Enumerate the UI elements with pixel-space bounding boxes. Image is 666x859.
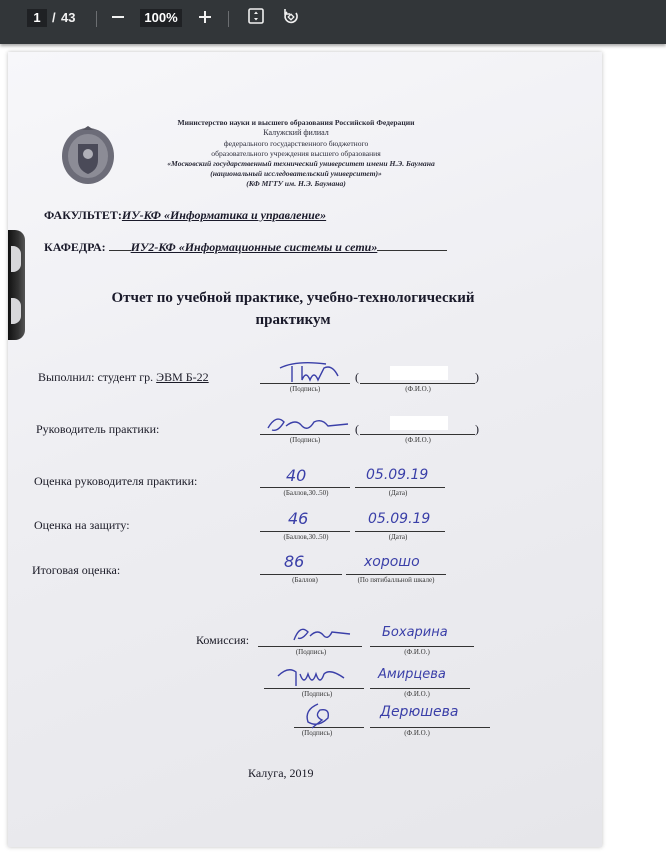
signature-caption: (Подпись)	[295, 648, 327, 656]
fit-to-page-icon	[247, 7, 265, 25]
signature-caption: (Подпись)	[301, 729, 333, 737]
department-row	[44, 240, 447, 255]
signature-caption: (Подпись)	[289, 436, 321, 444]
signature-caption: (Подпись)	[301, 690, 333, 698]
points-caption: (Баллов,30..50)	[283, 489, 329, 497]
signature-caption: (Подпись)	[289, 385, 321, 393]
pdf-page[interactable]	[8, 52, 602, 847]
fio-caption: (Ф.И.О.)	[404, 690, 430, 698]
branch-line: Калужский филиал	[263, 128, 329, 137]
toolbar-divider	[96, 11, 97, 27]
fio-line	[360, 383, 475, 384]
commission-signature-3	[298, 700, 338, 730]
department-value: ИУ2-КФ «Информационные системы и сети»	[130, 240, 378, 254]
paren-open: (	[355, 422, 359, 436]
page-total: 43	[61, 10, 76, 25]
city-year: Калуга, 2019	[248, 766, 314, 780]
grade-line	[260, 487, 350, 488]
performed-text: Выполнил: студент гр.	[38, 370, 154, 384]
supervisor-label: Руководитель практики:	[36, 422, 160, 436]
performed-label	[38, 370, 209, 385]
department-label: КАФЕДРА:	[44, 240, 106, 254]
minus-icon	[111, 10, 125, 24]
plus-icon	[198, 10, 212, 24]
student-signature	[276, 358, 346, 386]
commission-member-3: Дерюшева	[380, 704, 459, 720]
institution-line: федерального государственного бюджетного	[223, 139, 369, 148]
defense-grade-label: Оценка на защиту:	[34, 518, 130, 532]
zoom-level-input[interactable]: 100%	[140, 9, 182, 27]
fio-line	[370, 727, 490, 728]
fit-to-page-button[interactable]	[245, 7, 267, 29]
final-grade-points: 86	[284, 552, 305, 571]
five-scale-caption: (По пятибалльной шкале)	[357, 576, 435, 584]
page-separator: /	[52, 10, 56, 25]
faculty-row	[44, 208, 326, 223]
fio-caption: (Ф.И.О.)	[404, 729, 430, 737]
grade-line	[260, 531, 350, 532]
date-caption: (Дата)	[388, 489, 408, 497]
report-title: Отчет по учебной практике, учебно-технологический	[111, 290, 475, 306]
final-grade-label: Итоговая оценка:	[32, 563, 121, 577]
paren-open: (	[355, 370, 359, 384]
toolbar-divider	[228, 11, 229, 27]
fio-line	[370, 646, 474, 647]
fio-caption: (Ф.И.О.)	[404, 648, 430, 656]
signature-line	[258, 646, 362, 647]
rotate-icon	[282, 7, 300, 25]
institution-line: образовательного учреждения высшего образования	[211, 149, 381, 158]
date-caption: (Дата)	[388, 533, 408, 541]
faculty-label: ФАКУЛЬТЕТ:	[44, 208, 122, 222]
commission-signature-2	[274, 664, 350, 690]
report-title: практикум	[255, 312, 331, 328]
date-line	[355, 487, 445, 488]
redacted-name	[390, 366, 448, 380]
defense-grade-value: 46	[288, 509, 309, 528]
fio-caption: (Ф.И.О.)	[405, 436, 431, 444]
ministry-line: Министерство науки и высшего образования Российской Федерации	[177, 118, 415, 127]
page-number-input[interactable]: 1	[27, 9, 47, 27]
defense-grade-date: 05.09.19	[368, 511, 431, 527]
final-points-caption: (Баллов)	[292, 576, 318, 584]
supervisor-grade-date: 05.09.19	[366, 467, 429, 483]
university-crest-icon	[60, 124, 116, 186]
rotate-button[interactable]	[280, 7, 302, 29]
redacted-name	[390, 416, 448, 430]
commission-member-1: Бохарина	[382, 625, 448, 640]
commission-member-2: Амирцева	[378, 667, 446, 682]
binder-hole	[11, 246, 21, 272]
pdf-toolbar	[0, 0, 666, 44]
supervisor-grade-label: Оценка руководителя практики:	[34, 474, 198, 488]
grade-line	[260, 574, 342, 575]
fio-line	[360, 434, 475, 435]
scale-line	[346, 574, 446, 575]
commission-label: Комиссия:	[196, 633, 250, 647]
binder-clip	[8, 230, 25, 340]
institution-line: (национальный исследовательский университет)»	[210, 169, 382, 178]
group-value: ЭВМ Б-22	[156, 370, 209, 384]
date-line	[355, 531, 445, 532]
final-grade-word: хорошо	[364, 554, 420, 570]
paren-close: )	[475, 422, 479, 436]
faculty-value: ИУ-КФ «Информатика и управление»	[121, 208, 327, 222]
commission-signature-1	[290, 622, 356, 646]
institution-line: (КФ МГТУ им. Н.Э. Баумана)	[246, 179, 346, 188]
zoom-out-button[interactable]	[107, 7, 129, 29]
points-caption: (Баллов,30..50)	[283, 533, 329, 541]
zoom-in-button[interactable]	[194, 7, 216, 29]
supervisor-signature	[262, 412, 352, 438]
fio-caption: (Ф.И.О.)	[405, 385, 431, 393]
paren-close: )	[475, 370, 479, 384]
supervisor-grade-value: 40	[286, 466, 307, 485]
fio-line	[370, 688, 470, 689]
binder-hole	[11, 298, 21, 324]
institution-line: «Московский государственный технический университет имени Н.Э. Баумана	[167, 159, 435, 168]
